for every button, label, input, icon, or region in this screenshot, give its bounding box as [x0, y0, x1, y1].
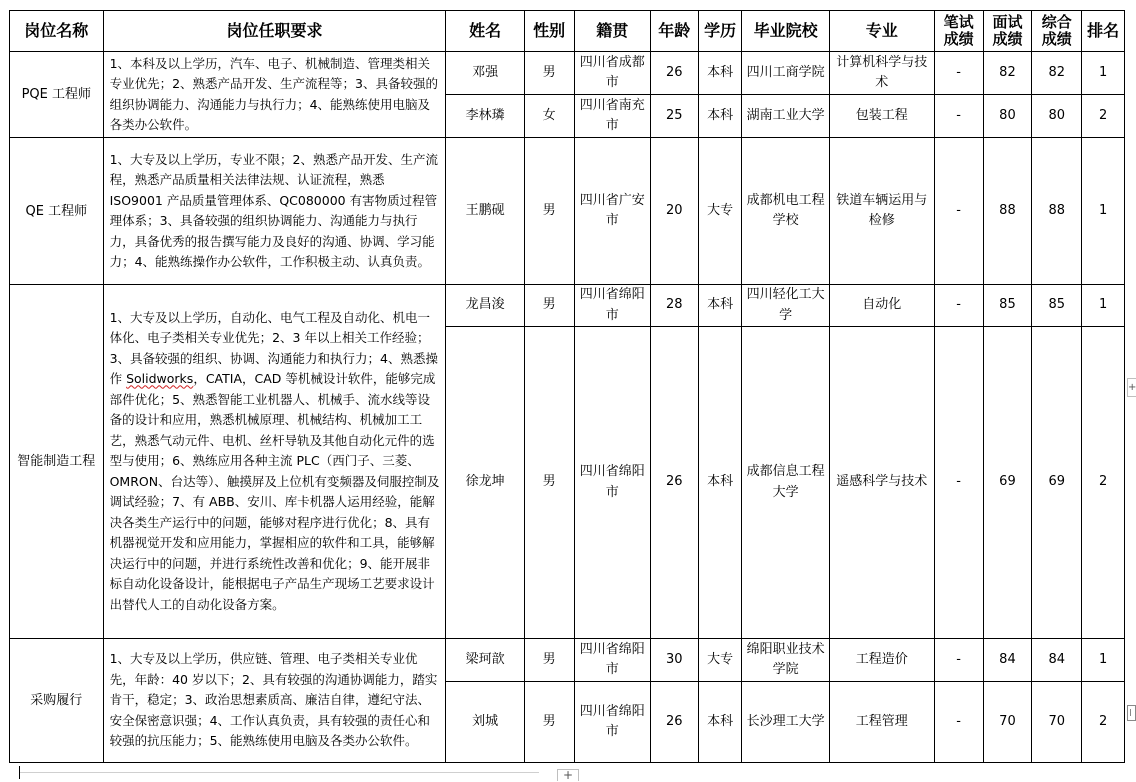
candidate-gender: 男: [524, 138, 574, 285]
candidate-education: 本科: [698, 285, 742, 327]
table-row: [10, 52, 1125, 95]
interview-score: 84: [983, 639, 1032, 682]
candidate-school: 四川轻化工大学: [742, 285, 829, 327]
candidate-major: 铁道车辆运用与检修: [829, 138, 934, 285]
header-written-score: 笔试成绩: [934, 11, 983, 52]
candidate-school: 绵阳职业技术学院: [742, 639, 829, 682]
candidate-education: 本科: [698, 682, 742, 763]
interview-score: 80: [983, 95, 1032, 138]
text-cursor: [19, 766, 20, 779]
position-cell: 智能制造工程: [10, 285, 104, 639]
requirements-cell: 1、大专及以上学历，供应链、管理、电子类相关专业优先，年龄：40 岁以下；2、具有较强的沟通协调能力，踏实肯干，稳定；3、政治思想素质高、廉洁自律，遵纪守法、安全保密意识强；4、工作认真负责，具有较强的责任心和较强的抗压能力；5、能熟练使用电脑及各类办公软件。: [103, 639, 446, 763]
candidate-age: 25: [650, 95, 698, 138]
candidate-education: 本科: [698, 95, 742, 138]
candidate-major: 自动化: [829, 285, 934, 327]
candidate-major: 工程管理: [829, 682, 934, 763]
header-name: 姓名: [446, 11, 524, 52]
interview-score: 88: [983, 138, 1032, 285]
interview-score: 70: [983, 682, 1032, 763]
candidate-origin: 四川省成都市: [574, 52, 650, 95]
written-score: -: [934, 138, 983, 285]
rank: 1: [1082, 52, 1125, 95]
candidate-origin: 四川省绵阳市: [574, 327, 650, 639]
spellcheck-word: Solidworks: [126, 371, 194, 387]
written-score: -: [934, 682, 983, 763]
position-cell: PQE 工程师: [10, 52, 104, 138]
header-age: 年龄: [650, 11, 698, 52]
interview-score: 69: [983, 327, 1032, 639]
header-rank: 排名: [1082, 11, 1125, 52]
header-interview-score: 面试成绩: [983, 11, 1032, 52]
candidate-age: 26: [650, 52, 698, 95]
requirements-cell: [103, 285, 446, 639]
candidate-gender: 男: [524, 682, 574, 763]
candidate-age: 26: [650, 682, 698, 763]
add-column-button[interactable]: [1127, 378, 1136, 397]
candidate-gender: 男: [524, 52, 574, 95]
total-score: 84: [1032, 639, 1082, 682]
candidate-school: 长沙理工大学: [742, 682, 829, 763]
requirements-text: 1、大专及以上学历，自动化、电气工程及自动化、机电一体化、电子类相关专业优先；2、3 年以上相关工作经验；3、具备较强的组织、协调、沟通能力和执行力；4、熟悉操作: [109, 309, 439, 387]
interview-score: 85: [983, 285, 1032, 327]
candidate-education: 本科: [698, 52, 742, 95]
candidate-origin: 四川省绵阳市: [574, 682, 650, 763]
requirements-text: ，CATIA，CAD 等机械设计软件，能够完成部件优化；5、熟悉智能工业机器人、机械手、流水线等设备的设计和应用，熟悉机械原理、机械结构、机械加工工艺，熟悉气动元件、电机、丝杆导轨及其他自动化元件的选型与使用；6、熟练应用各种主流 PLC（西门子、三菱、OMRON、台达等）、触摸屏及上位机有变频器及伺服控制及调试经验；7、有 ABB、安川、库卡机器人运用经验，能解决各类生产运行中的问题，能够对程序进行优化；8、具有机器视觉开发和应用能力，掌握相应的软件和工具，能够解决运行中的问题，并进行系统性改善和优化；9、能开展非标自动化设备设计，能根据电子产品生产现场工艺要求设计出替代人工的自动化设备方案。: [109, 371, 440, 612]
candidate-education: 本科: [698, 327, 742, 639]
header-position: 岗位名称: [10, 11, 104, 52]
candidate-gender: 男: [524, 285, 574, 327]
candidate-table: [9, 10, 1125, 763]
candidate-origin: 四川省南充市: [574, 95, 650, 138]
candidate-major: 工程造价: [829, 639, 934, 682]
candidate-name: 梁珂歆: [446, 639, 524, 682]
candidate-major: 遥感科学与技术: [829, 327, 934, 639]
total-score: 70: [1032, 682, 1082, 763]
candidate-name: 王鹏砚: [446, 138, 524, 285]
candidate-name: 刘城: [446, 682, 524, 763]
written-score: -: [934, 52, 983, 95]
requirements-cell: 1、本科及以上学历，汽车、电子、机械制造、管理类相关专业优先；2、熟悉产品开发、生产流程等；3、具备较强的组织协调能力、沟通能力与执行力；4、能熟练使用电脑及各类办公软件。: [103, 52, 446, 138]
plus-icon: +: [1128, 382, 1136, 393]
header-total-score: 综合成绩: [1032, 11, 1082, 52]
add-row-button[interactable]: [557, 769, 579, 781]
written-score: -: [934, 639, 983, 682]
page-boundary-line: [19, 772, 539, 773]
rank: 1: [1082, 138, 1125, 285]
candidate-school: 成都机电工程学校: [742, 138, 829, 285]
candidate-age: 26: [650, 327, 698, 639]
written-score: -: [934, 327, 983, 639]
candidate-gender: 男: [524, 327, 574, 639]
candidate-age: 28: [650, 285, 698, 327]
header-row: [10, 11, 1125, 52]
total-score: 69: [1032, 327, 1082, 639]
candidate-education: 大专: [698, 639, 742, 682]
interview-score: 82: [983, 52, 1032, 95]
candidate-name: 龙昌浚: [446, 285, 524, 327]
table-row: [10, 138, 1125, 285]
position-cell: QE 工程师: [10, 138, 104, 285]
table-resize-icon[interactable]: [1127, 705, 1136, 721]
header-gender: 性别: [524, 11, 574, 52]
candidate-major: 包装工程: [829, 95, 934, 138]
table-row: [10, 639, 1125, 682]
rank: 2: [1082, 682, 1125, 763]
candidate-origin: 四川省绵阳市: [574, 285, 650, 327]
header-origin: 籍贯: [574, 11, 650, 52]
candidate-name: 邓强: [446, 52, 524, 95]
candidate-education: 大专: [698, 138, 742, 285]
written-score: -: [934, 95, 983, 138]
total-score: 80: [1032, 95, 1082, 138]
rank: 2: [1082, 95, 1125, 138]
candidate-gender: 女: [524, 95, 574, 138]
total-score: 88: [1032, 138, 1082, 285]
candidate-school: 湖南工业大学: [742, 95, 829, 138]
table-row: [10, 285, 1125, 327]
requirements-cell: 1、大专及以上学历，专业不限；2、熟悉产品开发、生产流程，熟悉产品质量相关法律法规、认证流程，熟悉 ISO9001 产品质量管理体系、QC080000 有害物质过程管理体系；3、具备较强的组织协调能力、沟通能力与执行力，具备优秀的报告撰写能力及良好的沟通、协调、学习能力；4、能熟练操作办公软件，工作积极主动、认真负责。: [103, 138, 446, 285]
position-cell: 采购履行: [10, 639, 104, 763]
written-score: -: [934, 285, 983, 327]
candidate-origin: 四川省绵阳市: [574, 639, 650, 682]
header-major: 专业: [829, 11, 934, 52]
candidate-age: 20: [650, 138, 698, 285]
header-school: 毕业院校: [742, 11, 829, 52]
header-education: 学历: [698, 11, 742, 52]
plus-icon: +: [562, 768, 574, 782]
rank: 2: [1082, 327, 1125, 639]
candidate-name: 李林璘: [446, 95, 524, 138]
header-requirements: 岗位任职要求: [103, 11, 446, 52]
candidate-origin: 四川省广安市: [574, 138, 650, 285]
rank: 1: [1082, 285, 1125, 327]
candidate-name: 徐龙坤: [446, 327, 524, 639]
candidate-age: 30: [650, 639, 698, 682]
candidate-major: 计算机科学与技术: [829, 52, 934, 95]
total-score: 82: [1032, 52, 1082, 95]
rank: 1: [1082, 639, 1125, 682]
candidate-gender: 男: [524, 639, 574, 682]
candidate-school: 四川工商学院: [742, 52, 829, 95]
total-score: 85: [1032, 285, 1082, 327]
candidate-school: 成都信息工程大学: [742, 327, 829, 639]
